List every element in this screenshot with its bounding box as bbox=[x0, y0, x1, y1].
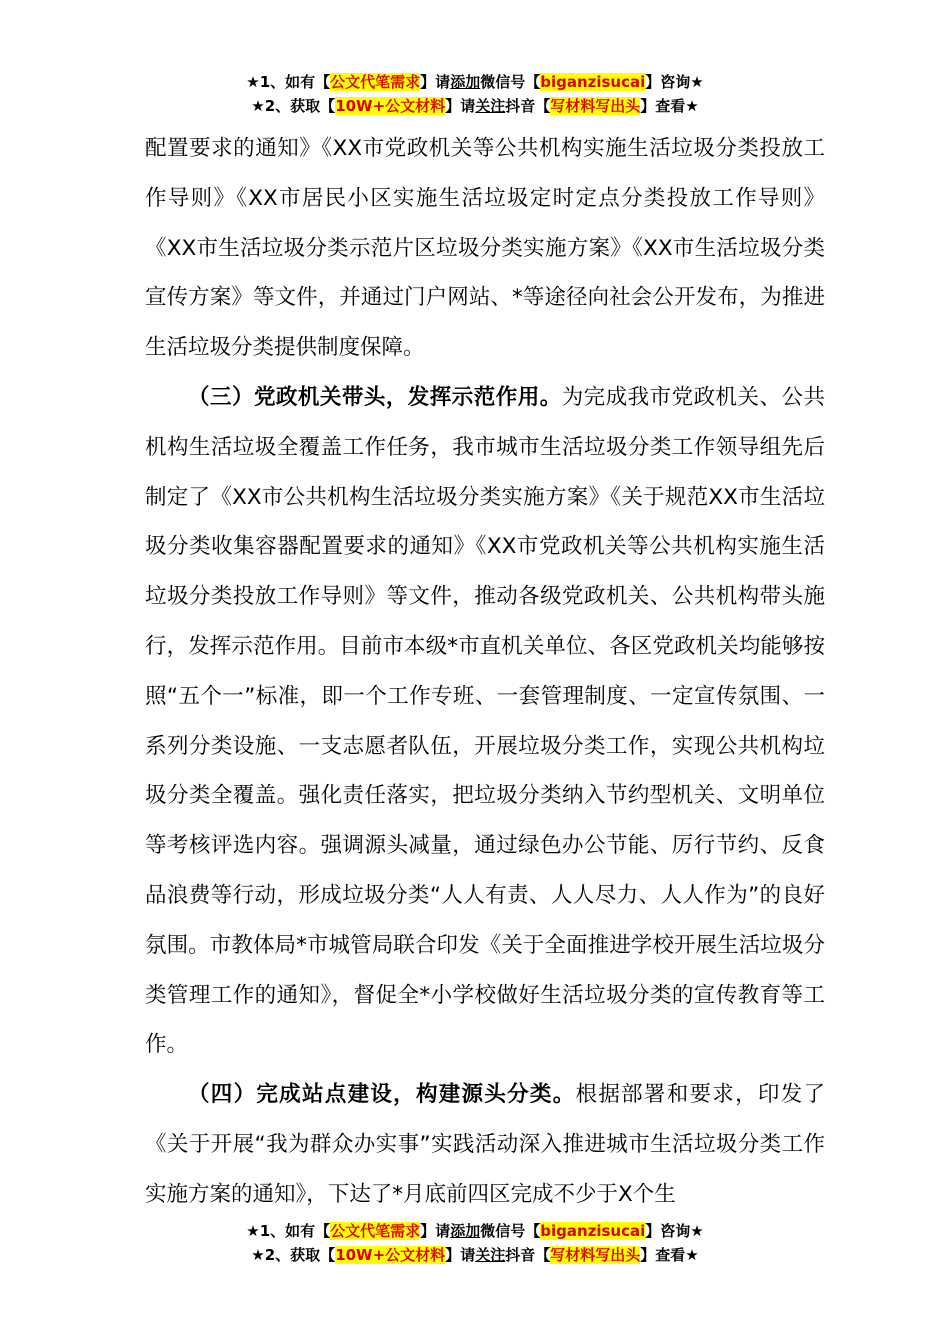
banner-text: ★2、获取【 bbox=[251, 1246, 336, 1264]
paragraph-3 bbox=[145, 1070, 825, 1219]
banner-text: 】查看★ bbox=[640, 97, 699, 115]
banner-text: 】请 bbox=[445, 1246, 476, 1264]
banner-highlight: 写材料写出头 bbox=[550, 1246, 641, 1264]
banner-text: 】咨询★ bbox=[645, 73, 704, 91]
banner-highlight: biganzisucai bbox=[540, 73, 646, 91]
footer-banner bbox=[0, 1219, 950, 1267]
paragraph-text: 为完成我市党政机关、公共机构生活垃圾全覆盖工作任务，我市城市生活垃圾分类工作领导组先后制定了《XX市公共机构生活垃圾分类实施方案》《关于规范XX市生活垃圾分类收集容器配置要求的通知》《XX市党政机关等公共机构实施生活垃圾分类投放工作导则》等文件，推动各级党政机关、公共机构带头施行，发挥示范作用。目前市本级*市直机关单位、各区党政机关均能够按照“五个一”标准，即一个工作专班、一套管理制度、一定宣传氛围、一系列分类设施、一支志愿者队伍，开展垃圾分类工作，实现公共机构垃圾分类全覆盖。强化责任落实，把垃圾分类纳入节约型机关、文明单位等考核评选内容。强调源头减量，通过绿色办公节能、厉行节约、反食品浪费等行动，形成垃圾分类“人人有责、人人尽力、人人作为”的良好氛围。市教体局*市城管局联合印发《关于全面推进学校开展生活垃圾分类管理工作的通知》，督促全*小学校做好生活垃圾分类的宣传教育等工作。 bbox=[145, 384, 825, 1058]
banner-emphasis: 关注 bbox=[475, 1246, 506, 1264]
banner-highlight: 公文代笔需求 bbox=[330, 73, 421, 91]
banner-text: ★1、如有【 bbox=[246, 73, 331, 91]
section-heading: （四）完成站点建设，构建源头分类。 bbox=[188, 1082, 576, 1108]
banner-line-2 bbox=[0, 94, 950, 118]
banner-highlight: biganzisucai bbox=[540, 1222, 646, 1240]
paragraph-text: 根据部署和要求，印发了《关于开展“我为群众办实事”实践活动深入推进城市生活垃圾分类工作实施方案的通知》，下达了*月底前四区完成不少于X个生 bbox=[145, 1082, 825, 1207]
banner-line-1 bbox=[0, 70, 950, 94]
document-body bbox=[145, 124, 825, 1220]
banner-highlight: 写材料写出头 bbox=[550, 97, 641, 115]
header-banner bbox=[0, 70, 950, 118]
banner-emphasis: 添加 bbox=[450, 1222, 481, 1240]
banner-line-2 bbox=[0, 1243, 950, 1267]
banner-text: 】查看★ bbox=[640, 1246, 699, 1264]
banner-highlight: 10W+公文材料 bbox=[335, 97, 446, 115]
paragraph-1: 配置要求的通知》《XX市党政机关等公共机构实施生活垃圾分类投放工作导则》《XX市居民小区实施生活垃圾定时定点分类投放工作导则》《XX市生活垃圾分类示范片区垃圾分类实施方案》《XX市生活垃圾分类宣传方案》等文件，并通过门户网站、*等途径向社会公开发布，为推进生活垃圾分类提供制度保障。 bbox=[145, 136, 825, 361]
banner-emphasis: 关注 bbox=[475, 97, 506, 115]
banner-text: 抖音【 bbox=[505, 1246, 551, 1264]
banner-highlight: 10W+公文材料 bbox=[335, 1246, 446, 1264]
banner-text: 】请 bbox=[420, 73, 451, 91]
paragraph-2 bbox=[145, 373, 825, 1070]
banner-text: 微信号【 bbox=[480, 73, 541, 91]
banner-emphasis: 添加 bbox=[450, 73, 481, 91]
banner-text: 】请 bbox=[445, 97, 476, 115]
banner-highlight: 公文代笔需求 bbox=[330, 1222, 421, 1240]
banner-line-1 bbox=[0, 1219, 950, 1243]
banner-text: 抖音【 bbox=[505, 97, 551, 115]
section-heading: （三）党政机关带头，发挥示范作用。 bbox=[188, 384, 562, 410]
banner-text: 】请 bbox=[420, 1222, 451, 1240]
banner-text: 微信号【 bbox=[480, 1222, 541, 1240]
banner-text: ★2、获取【 bbox=[251, 97, 336, 115]
banner-text: ★1、如有【 bbox=[246, 1222, 331, 1240]
banner-text: 】咨询★ bbox=[645, 1222, 704, 1240]
